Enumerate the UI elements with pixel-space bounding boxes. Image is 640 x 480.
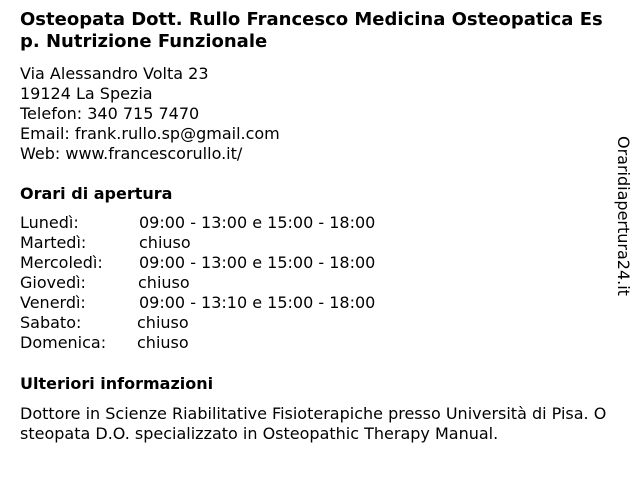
time-value: chiuso [137, 313, 189, 332]
city: 19124 La Spezia [20, 84, 153, 103]
address: Via Alessandro Volta 23 [20, 64, 209, 83]
website: Web: www.francescorullo.it/ [20, 144, 243, 163]
site-watermark: Oraridiapertura24.it [614, 136, 633, 296]
time-value: chiuso [137, 333, 189, 352]
day-label: Martedì: [20, 233, 87, 252]
day-label: Venerdì: [20, 293, 86, 312]
time-value: 09:00 - 13:10 e 15:00 - 18:00 [139, 293, 376, 312]
contact-block [20, 64, 280, 164]
email: Email: frank.rullo.sp@gmail.com [20, 124, 280, 143]
day-label: Sabato: [20, 313, 82, 332]
hours-title: Orari di apertura [20, 184, 173, 203]
day-label: Domenica: [20, 333, 107, 352]
time-value: 09:00 - 13:00 e 15:00 - 18:00 [139, 253, 376, 272]
time-value: 09:00 - 13:00 e 15:00 - 18:00 [139, 213, 376, 232]
day-label: Lunedì: [20, 213, 79, 232]
info-text: Dottore in Scienze Riabilitative Fisioterapiche presso Università di Pisa. Osteopata D.O. specializzato in Osteopathic Therapy Manual. [20, 404, 607, 443]
day-label: Giovedì: [20, 273, 86, 292]
time-value: chiuso [139, 233, 191, 252]
info-title: Ulteriori informazioni [20, 374, 214, 393]
phone: Telefon: 340 715 7470 [20, 104, 200, 123]
day-label: Mercoledì: [20, 253, 103, 272]
time-value: chiuso [138, 273, 190, 292]
business-name: Osteopata Dott. Rullo Francesco Medicina Osteopatica Esp. Nutrizione Funzionale [20, 9, 603, 52]
